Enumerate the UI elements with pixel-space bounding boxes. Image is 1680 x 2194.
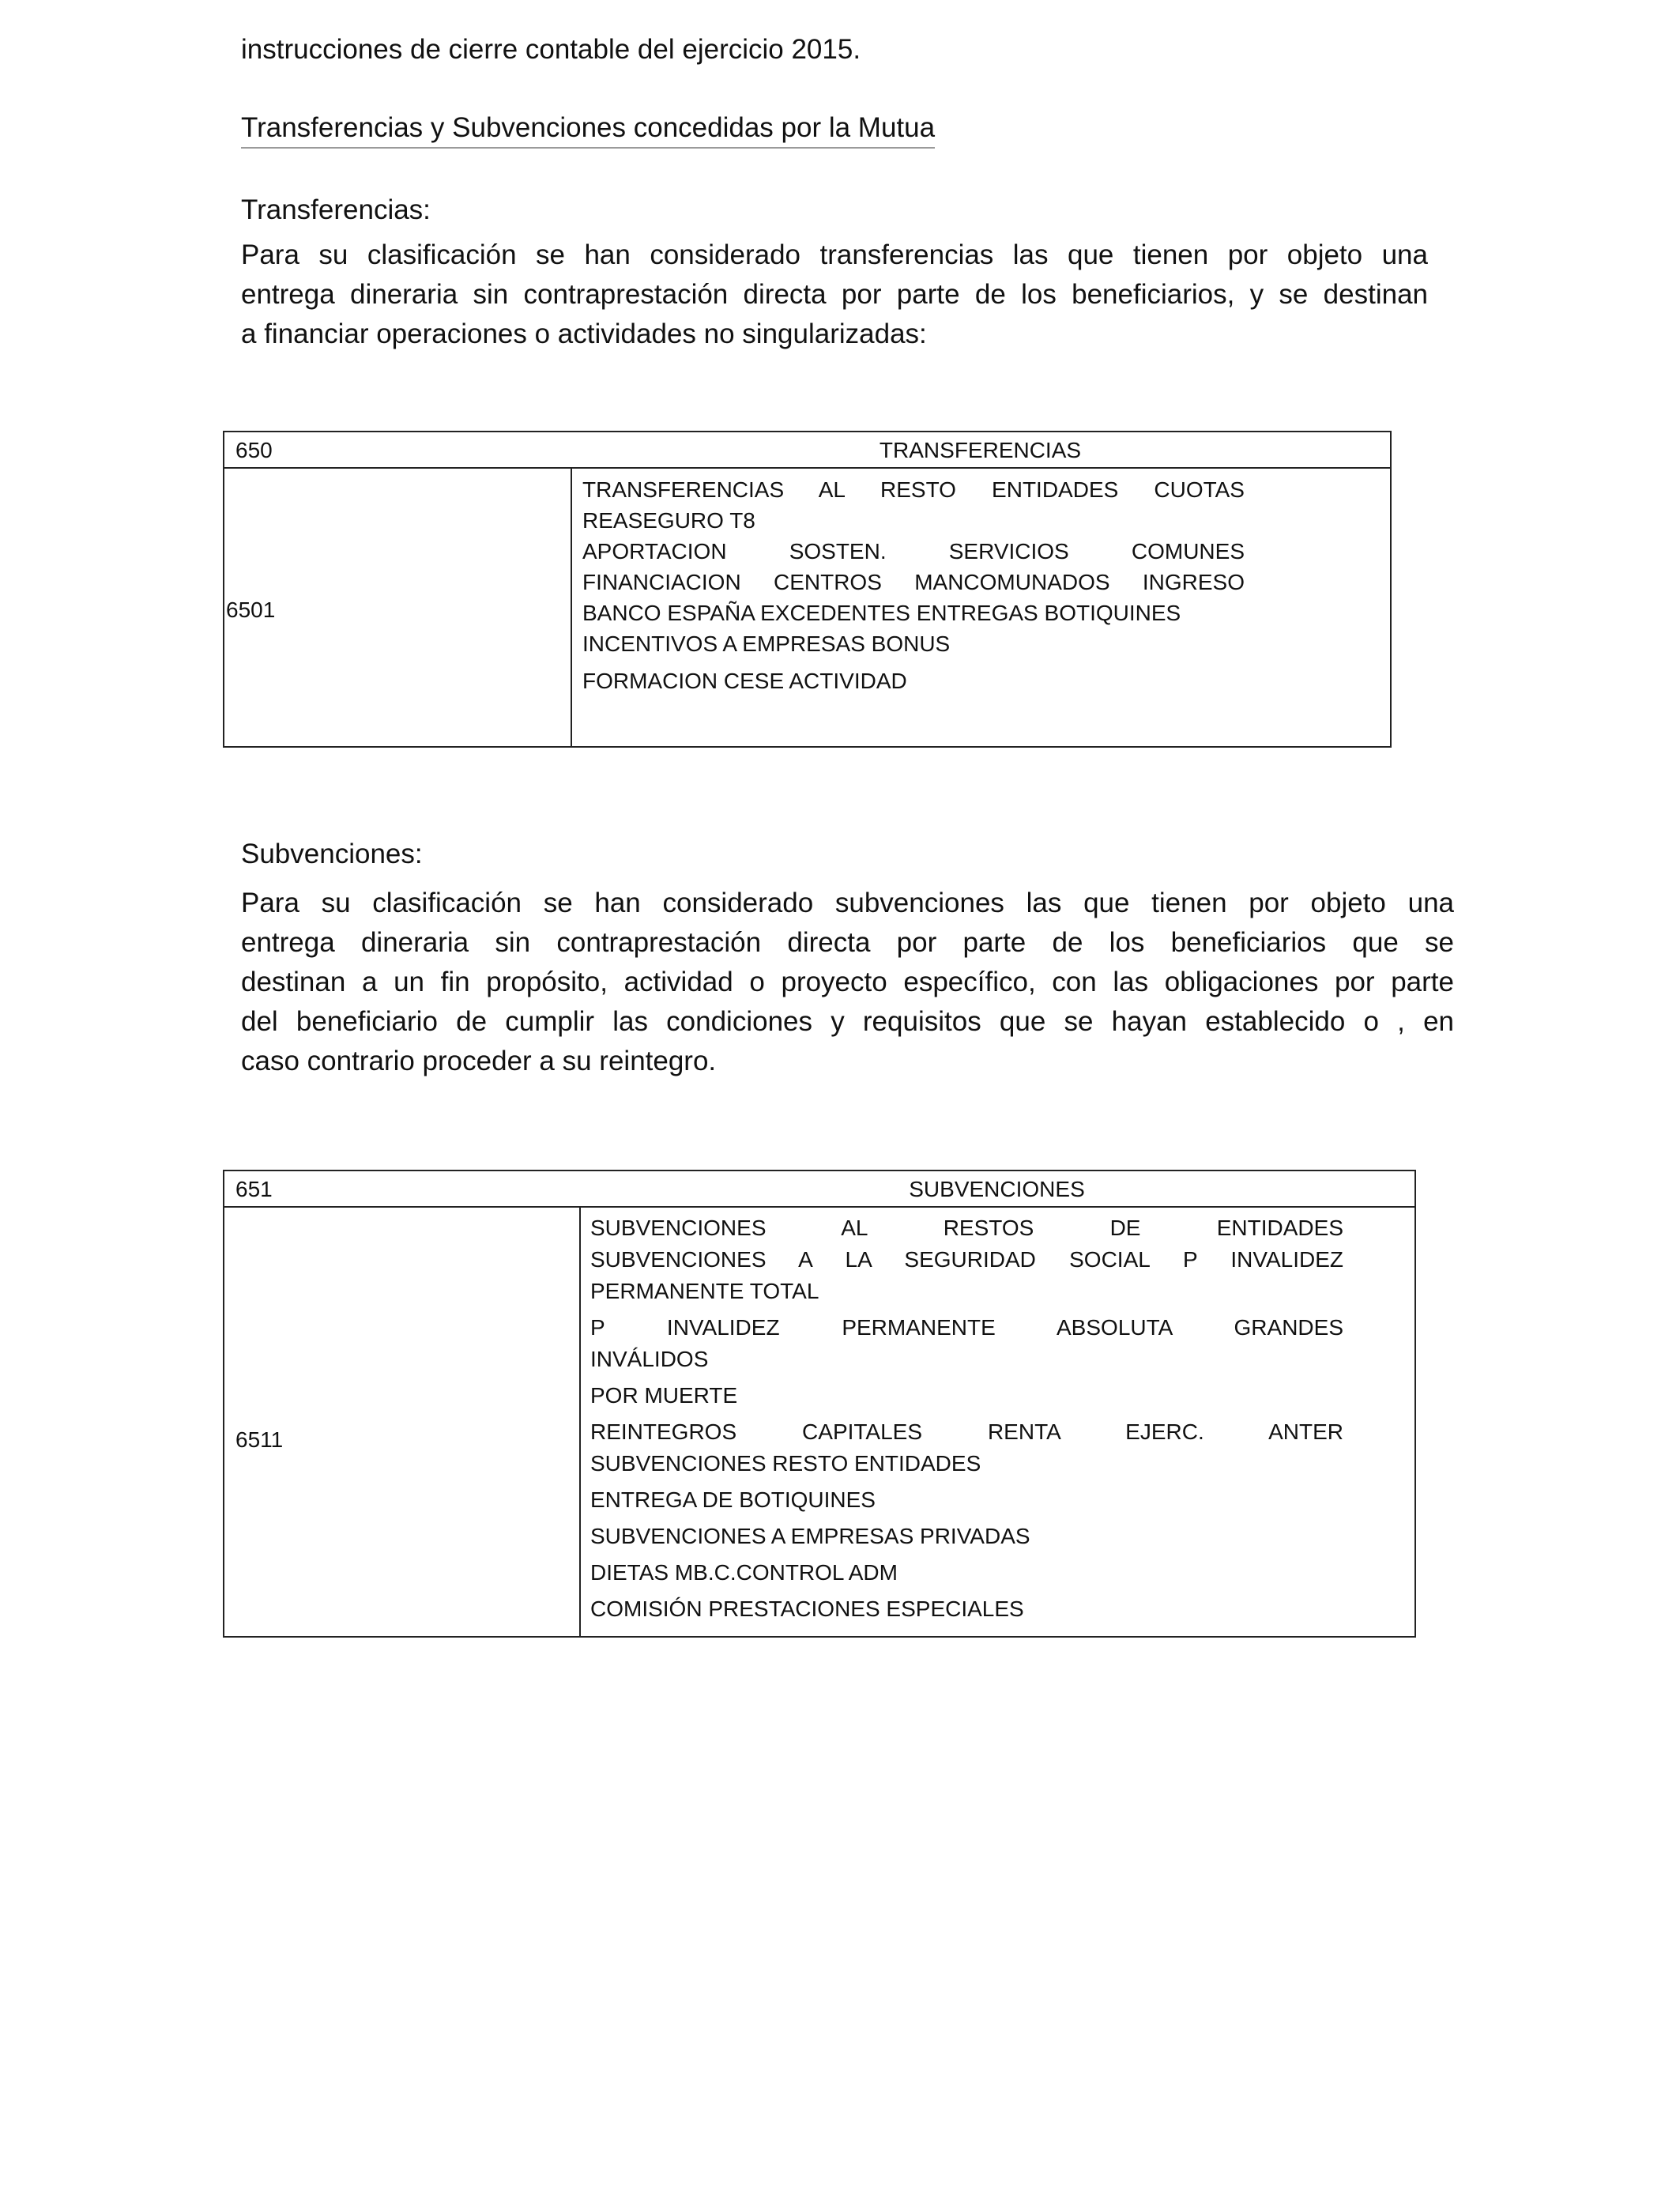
row-account-code: 6511 <box>235 1427 284 1452</box>
paragraph-line: Para su clasificación se han considerado subvenciones las que tienen por objeto una <box>241 888 1454 918</box>
list-item: SUBVENCIONES RESTO ENTIDADES <box>590 1451 981 1476</box>
header-account-title: SUBVENCIONES <box>909 1177 1085 1201</box>
paragraph-line: Para su clasificación se han considerado transferencias las que tienen por objeto una <box>241 239 1428 270</box>
list-item: SUBVENCIONES A EMPRESAS PRIVADAS <box>590 1524 1030 1548</box>
paragraph-line: del beneficiario de cumplir las condiciones y requisitos que se hayan establecido o , en <box>241 1006 1454 1037</box>
paragraph-line: entrega dineraria sin contraprestación directa por parte de los beneficiarios que se <box>241 927 1454 958</box>
list-item: TRANSFERENCIAS AL RESTO ENTIDADES CUOTAS <box>582 477 1245 502</box>
list-item: REINTEGROS CAPITALES RENTA EJERC. ANTER <box>590 1419 1343 1444</box>
list-item: P INVALIDEZ PERMANENTE ABSOLUTA GRANDES <box>590 1315 1343 1340</box>
list-item: PERMANENTE TOTAL <box>590 1279 819 1303</box>
section-heading: Transferencias y Subvenciones concedidas por la Mutua <box>241 109 935 149</box>
transferencias-table <box>223 431 1392 748</box>
paragraph-line: caso contrario proceder a su reintegro. <box>241 1046 717 1076</box>
list-item: SUBVENCIONES AL RESTOS DE ENTIDADES <box>590 1216 1343 1240</box>
list-item: SUBVENCIONES A LA SEGURIDAD SOCIAL P INVALIDEZ <box>590 1247 1343 1272</box>
account-items-list <box>590 1212 1343 1625</box>
subvenciones-table <box>223 1170 1416 1638</box>
account-items-list <box>582 474 1245 696</box>
transferencias-title: Transferencias: <box>241 194 431 225</box>
list-item: FORMACION CESE ACTIVIDAD <box>582 669 907 693</box>
header-account-code: 650 <box>235 438 273 462</box>
paragraph-line: destinan a un fin propósito, actividad o proyecto específico, con las obligaciones por parte <box>241 967 1454 997</box>
list-item: DIETAS MB.C.CONTROL ADM <box>590 1560 898 1585</box>
transferencias-paragraph <box>241 236 1428 354</box>
list-item: COMISIÓN PRESTACIONES ESPECIALES <box>590 1596 1024 1621</box>
list-item: INCENTIVOS A EMPRESAS BONUS <box>582 631 951 656</box>
table-header <box>224 432 1390 469</box>
list-item: ENTREGA DE BOTIQUINES <box>590 1487 876 1512</box>
list-item: BANCO ESPAÑA EXCEDENTES ENTREGAS BOTIQUINES <box>582 601 1181 625</box>
list-item: APORTACION SOSTEN. SERVICIOS COMUNES <box>582 539 1245 564</box>
subvenciones-paragraph <box>241 884 1454 1081</box>
list-item: INVÁLIDOS <box>590 1347 709 1371</box>
list-item: FINANCIACION CENTROS MANCOMUNADOS INGRESO <box>582 570 1245 594</box>
paragraph-line: entrega dineraria sin contraprestación directa por parte de los beneficiarios, y se destinan <box>241 279 1428 310</box>
list-item: POR MUERTE <box>590 1383 738 1408</box>
column-divider <box>579 1208 581 1636</box>
subvenciones-title: Subvenciones: <box>241 839 423 869</box>
paragraph-line: a financiar operaciones o actividades no singularizadas: <box>241 319 927 349</box>
table-header <box>224 1171 1414 1208</box>
list-item: REASEGURO T8 <box>582 508 755 533</box>
intro-text: instrucciones de cierre contable del ejercicio 2015. <box>241 34 861 65</box>
column-divider <box>571 469 572 746</box>
header-account-title: TRANSFERENCIAS <box>879 438 1082 462</box>
header-account-code: 651 <box>235 1177 273 1201</box>
row-account-code: 6501 <box>226 598 276 622</box>
